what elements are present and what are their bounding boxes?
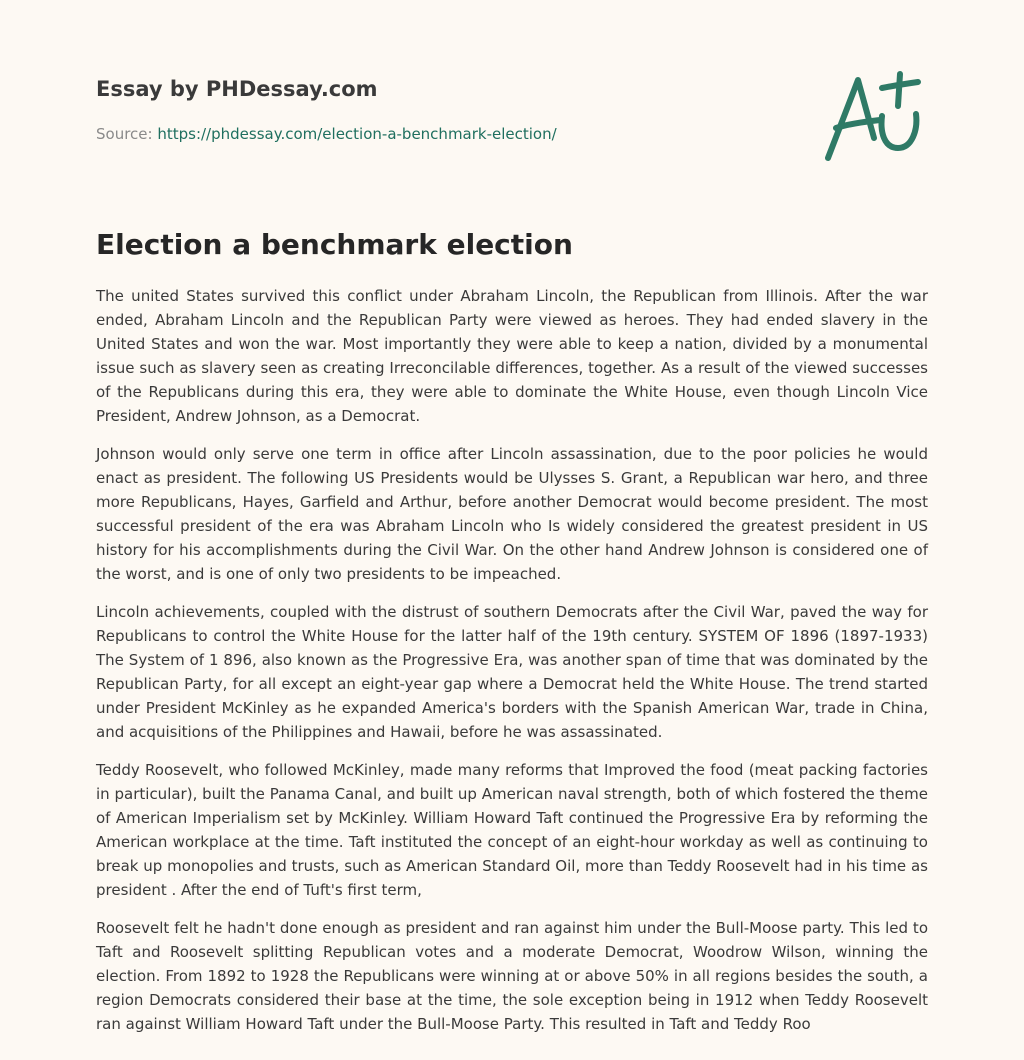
essay-paragraph: Roosevelt felt he hadn't done enough as president and ran against him under the Bull-Moose party. This led to Taft and Roosevelt splitting Republican votes and a moderate Democrat, Woodrow Wilson, winning the election. From 1892 to 1928 the Republicans were winning at or above 50% in all regions besides the south, a region Democrats considered their base at the time, the sole exception being in 1912 when Teddy Roosevelt ran against William Howard Taft under the Bull-Moose Party. This resulted in Taft and Teddy Roo xyxy=(96,919,928,1033)
source-link[interactable]: https://phdessay.com/election-a-benchmark-election/ xyxy=(157,125,557,143)
essay-header xyxy=(96,74,796,144)
source-line xyxy=(96,124,796,144)
essay-paragraph: Lincoln achievements, coupled with the distrust of southern Democrats after the Civil War, paved the way for Republicans to control the White House for the latter half of the 19th century. SYSTEM OF 1896 (1897-1933) The System of 1 896, also known as the Progressive Era, was another span of time that was dominated by the Republican Party, for all except an eight-year gap where a Democrat held the White House. The trend started under President McKinley as he expanded America's borders with the Spanish American War, trade in China, and acquisitions of the Philippines and Hawaii, before he was assassinated. xyxy=(96,603,928,741)
a-plus-grade-logo-icon xyxy=(818,66,928,166)
essay-body xyxy=(96,284,928,1050)
essay-paragraph: Teddy Roosevelt, who followed McKinley, made many reforms that Improved the food (meat packing factories in particular), built the Panama Canal, and built up American naval strength, both of which fostered the theme of American Imperialism set by McKinley. William Howard Taft continued the Progressive Era by reforming the American workplace at the time. Taft instituted the concept of an eight-hour workday as well as continuing to break up monopolies and trusts, such as American Standard Oil, more than Teddy Roosevelt had in his time as president . After the end of Tuft's first term, xyxy=(96,761,928,899)
essay-paragraph: The united States survived this conflict under Abraham Lincoln, the Republican from Illinois. After the war ended, Abraham Lincoln and the Republican Party were viewed as heroes. They had ended slavery in the United States and won the war. Most importantly they were able to keep a nation, divided by a monumental issue such as slavery seen as creating Irreconcilable differences, together. As a result of the viewed successes of the Republicans during this era, they were able to dominate the White House, even though Lincoln Vice President, Andrew Johnson, as a Democrat. xyxy=(96,287,928,425)
site-brand: Essay by PHDessay.com xyxy=(96,77,378,101)
essay-title: Election a benchmark election xyxy=(96,228,573,261)
source-label: Source: xyxy=(96,125,158,143)
essay-paragraph: Johnson would only serve one term in office after Lincoln assassination, due to the poor policies he would enact as president. The following US Presidents would be Ulysses S. Grant, a Republican war hero, and three more Republicans, Hayes, Garfield and Arthur, before another Democrat would become president. The most successful president of the era was Abraham Lincoln who Is widely considered the greatest president in US history for his accomplishments during the Civil War. On the other hand Andrew Johnson is considered one of the worst, and is one of only two presidents to be impeached. xyxy=(96,445,928,583)
